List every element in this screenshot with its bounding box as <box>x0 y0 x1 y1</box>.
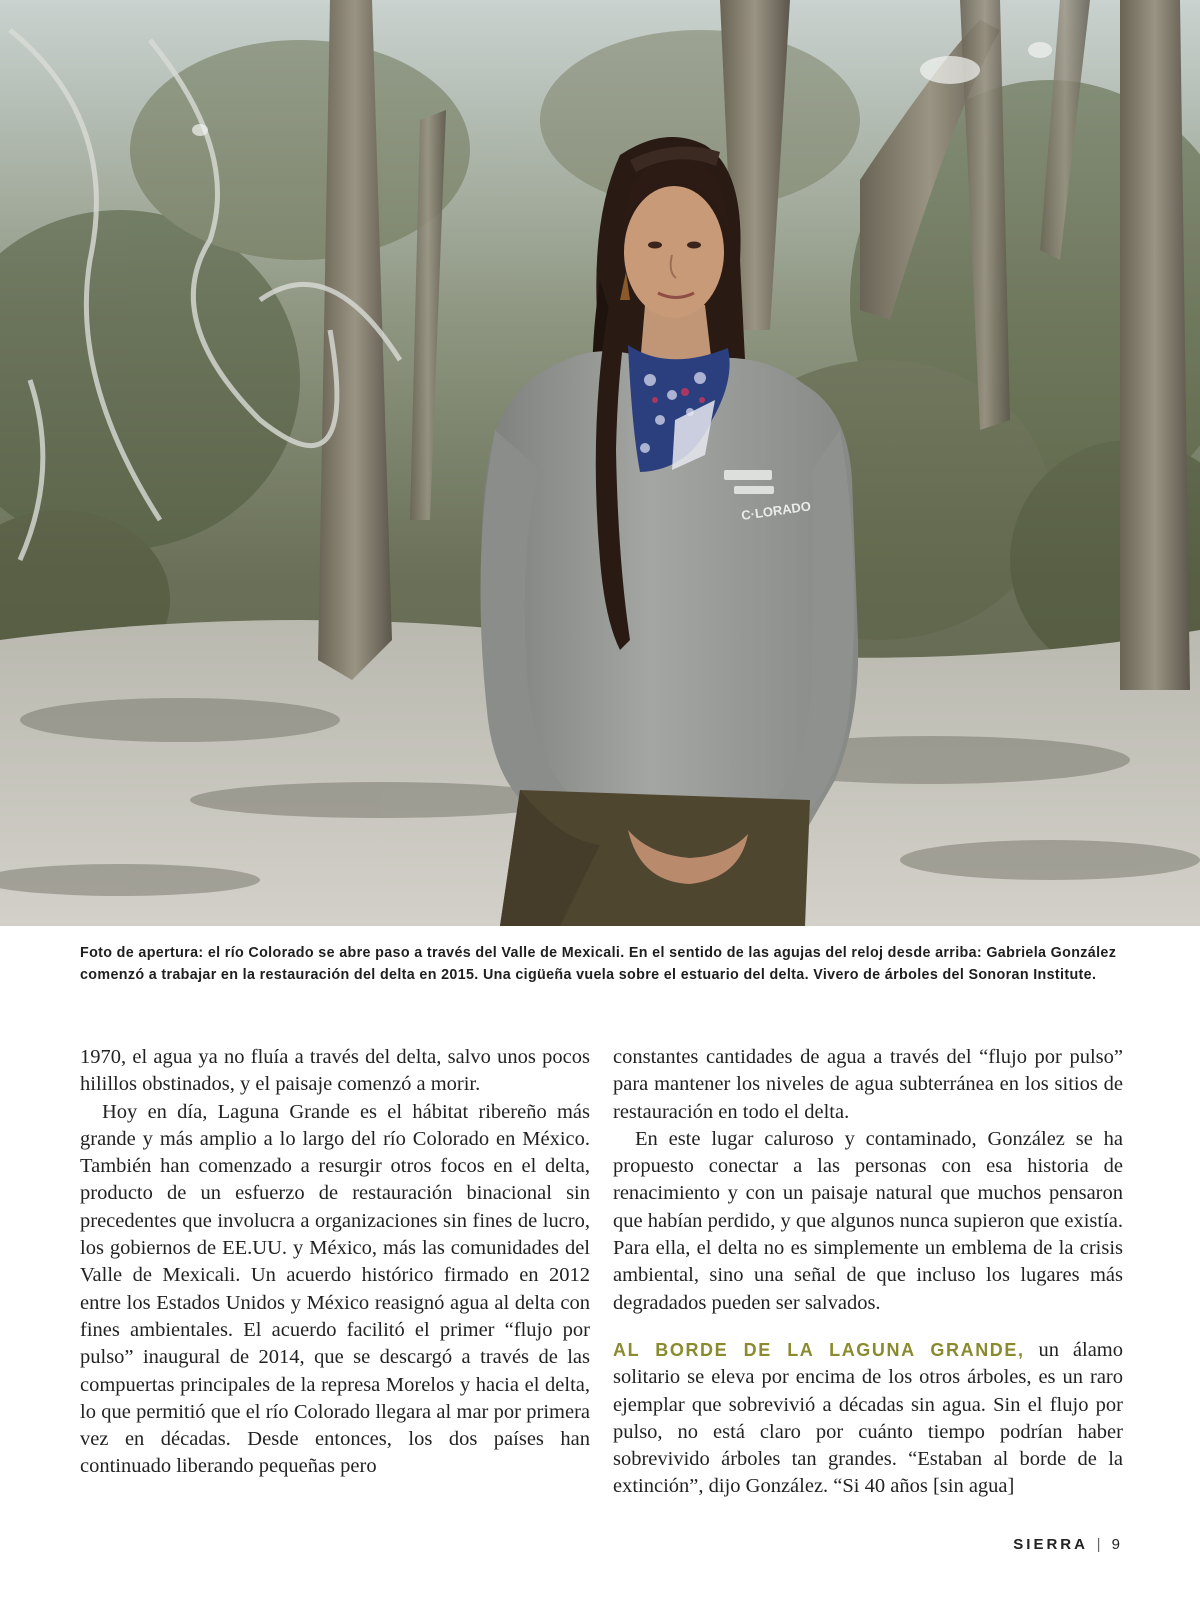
paragraph: constantes cantidades de agua a través del “flujo por pulso” para mantener los niveles de agua subterránea en los sitios de restauración en todo el delta. <box>613 1046 1123 1123</box>
paragraph: En este lugar caluroso y contaminado, González se ha propuesto conectar a las personas con esa historia de renacimiento y con un paisaje natural que muchos pensaron que habían perdido, y que algunos nunca supieron que existía. Para ella, el delta no es simplemente un emblema de la crisis ambiental, sino una señal de que incluso los lugares más degradados pueden ser salvados. <box>613 1127 1123 1314</box>
section-lead-in: AL BORDE DE LA LAGUNA GRANDE, <box>613 1339 1025 1360</box>
section-paragraph <box>613 1337 1123 1501</box>
folio-separator: | <box>1096 1536 1101 1553</box>
body-column-right <box>613 1044 1123 1501</box>
page-folio <box>1013 1536 1120 1553</box>
sweatshirt-logo-text: C·LORADO <box>740 498 812 523</box>
page-number: 9 <box>1111 1536 1120 1553</box>
photo-caption: Foto de apertura: el río Colorado se abre paso a través del Valle de Mexicali. En el sentido de las agujas del reloj desde arriba: Gabriela González comenzó a trabajar en la restauración del delta en 2015. Una cigüeña vuela sobre el estuario del delta. Vivero de árboles del Sonoran Institute. <box>80 945 1117 983</box>
body-column-left <box>80 1044 590 1481</box>
paragraph: Hoy en día, Laguna Grande es el hábitat ribereño más grande y más amplio a lo largo del río Colorado en México. También han comenzado a resurgir otros focos en el delta, producto de un esfuerzo de restauración binacional sin precedentes que involucra a organizaciones sin fines de lucro, los gobiernos de EE.UU. y México, más las comunidades del Valle de Mexicali. Un acuerdo histórico firmado en 2012 entre los Estados Unidos y México reasignó agua al delta con fines ambientales. El acuerdo facilitó el primer “flujo por pulso” inaugural de 2014, que se descargó a través de las compuertas principales de la represa Morelos y hacia el delta, lo que permitió que el río Colorado llegara al mar por primera vez en décadas. Desde entonces, los dos países han continuado liberando pequeñas pero <box>80 1100 590 1478</box>
magazine-name: SIERRA <box>1013 1536 1088 1553</box>
paragraph-text: un álamo solitario se eleva por encima de los otros árboles, es un raro ejemplar que sobrevivió a décadas sin agua. Sin el flujo por pulso, no está claro por cuánto tiempo podrían haber sobrevivido árboles tan grandes. “Estaban al borde de la extinción”, dijo González. “Si 40 años [sin agua] <box>613 1338 1123 1498</box>
paragraph: 1970, el agua ya no fluía a través del delta, salvo unos pocos hilillos obstinados, y el paisaje comenzó a morir. <box>80 1046 590 1096</box>
